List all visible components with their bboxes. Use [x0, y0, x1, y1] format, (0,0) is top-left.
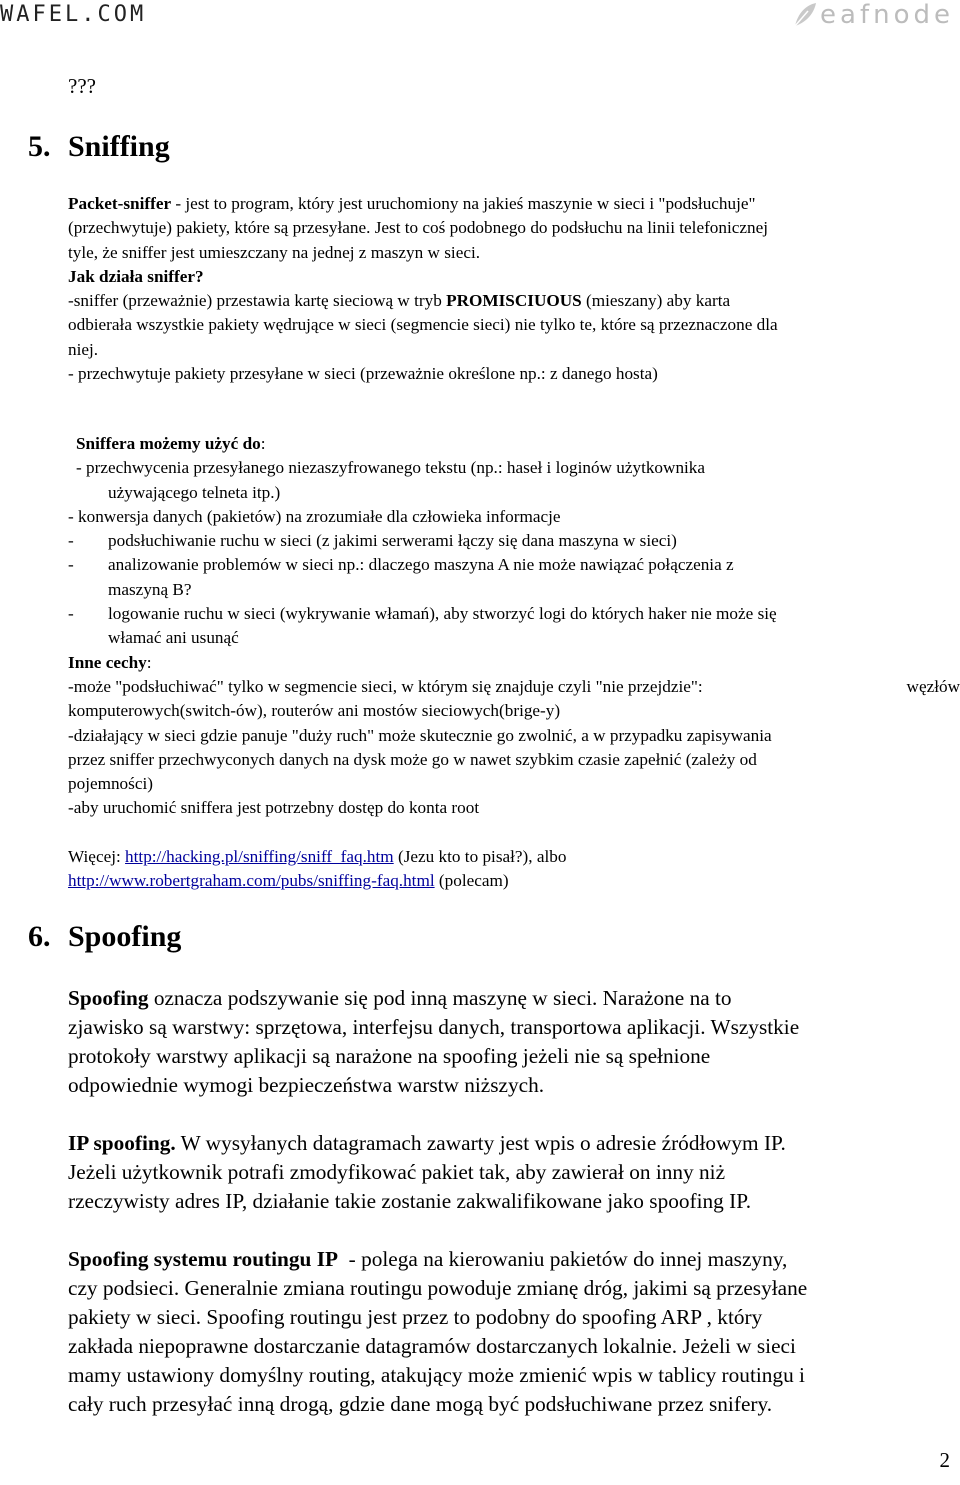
text: cały ruch przesyłać inną drogą, gdzie dane mogą być podsłuchiwane przez snifery. [68, 1392, 773, 1416]
text: (mieszany) aby karta [581, 291, 731, 311]
routing-spoofing-paragraph [68, 1245, 960, 1419]
packet-sniffer-term: Packet-sniffer [68, 194, 172, 213]
text: Spoofing systemu routingu IP [68, 1247, 339, 1271]
use-5 [68, 602, 960, 626]
text: (Jezu kto to pisał?), albo [393, 846, 567, 866]
section-5-number: 5. [28, 130, 51, 163]
page-number: 2 [939, 1448, 950, 1472]
text: -sniffer (przeważnie) przestawia kartę sieciową w tryb [68, 291, 447, 311]
captures-line: - przechwytuje pakiety przesyłane w sieci (przeważnie określone np.: z danego hosta) [68, 364, 658, 384]
leafnode-text: eafnode [820, 0, 954, 30]
text: IP spoofing. [68, 1131, 176, 1155]
other-1-line-1 [68, 675, 960, 699]
text: mamy ustawiony domyślny routing, atakujący może zmienić wpis w tablicy routingu i [68, 1363, 805, 1387]
promiscuous-line-1 [68, 289, 948, 313]
text: Jeżeli użytkownik potrafi zmodyfikować pakiet tak, aby zawierał on inny niż [68, 1160, 726, 1184]
text: oznacza podszywanie się pod inną maszynę w sieci. Narażone na to [148, 986, 732, 1010]
text: -może "podsłuchiwać" tylko w segmencie sieci, w którym się znajduje czyli "nie przejdzie": [68, 676, 703, 696]
text: logowanie ruchu w sieci (wykrywanie włamań), aby stworzyć logi do których haker nie może się [108, 604, 777, 624]
packet-sniffer-line-2: (przechwytuje) pakiety, które są przesyłane. Jest to coś podobnego do podsłuchu na linii telefonicznej [68, 218, 769, 238]
text: węzłów [906, 676, 960, 696]
other-heading [68, 651, 960, 675]
more-line-1 [68, 845, 960, 869]
text: - [68, 531, 74, 551]
text: - [68, 604, 74, 624]
section-6-heading [28, 920, 181, 954]
text: - [68, 555, 74, 575]
uses-heading [68, 432, 960, 456]
use-1-line-1: - przechwycenia przesyłanego niezaszyfrowanego tekstu (np.: haseł i loginów użytkownika [76, 458, 706, 478]
use-4-line-2: maszyną B? [108, 579, 192, 599]
top-marker: ??? [68, 74, 96, 98]
text: - jest to program, który jest uruchomiony na jakieś maszynie w sieci i "podsłuchuje" [171, 194, 756, 213]
text: podsłuchiwanie ruchu w sieci (z jakimi serwerami łączy się dana maszyna w sieci) [108, 531, 677, 551]
more-line-2 [68, 869, 960, 893]
packet-sniffer-line-3: tyle, że sniffer jest umieszczany na jednej z maszyn w sieci. [68, 242, 481, 262]
text: analizowanie problemów w sieci np.: dlaczego maszyna A nie może nawiązać połączenia z [108, 555, 734, 575]
sniffer-uses [68, 432, 960, 893]
section-6-number: 6. [28, 920, 51, 953]
use-2: - konwersja danych (pakietów) na zrozumiałe dla człowieka informacje [68, 506, 561, 526]
sniff-faq-link[interactable]: http://hacking.pl/sniffing/sniff_faq.htm [125, 846, 394, 866]
use-3 [68, 529, 960, 553]
section-5-heading [28, 130, 170, 164]
text: Spoofing [68, 986, 149, 1010]
text: zjawisko są warstwy: sprzętowa, interfejsu danych, transportowa aplikacji. Wszystkie [68, 1015, 800, 1039]
other-2-line-3: pojemności) [68, 774, 153, 794]
text: protokoły warstwy aplikacji są narażone na spoofing jeżeli nie są spełnione [68, 1044, 711, 1068]
text: Więcej: [68, 846, 126, 866]
spoofing-body [68, 984, 960, 1448]
packet-sniffer-line-1 [68, 192, 948, 216]
text: czy podsieci. Generalnie zmiana routingu powoduje zmianę dróg, jakimi są przesyłane [68, 1276, 808, 1300]
other-2-line-1: -działający w sieci gdzie panuje "duży ruch" może skutecznie go zwolnić, a w przypadku zapisywania [68, 725, 772, 745]
promiscuous-line-3: niej. [68, 339, 99, 359]
text: Jak działa sniffer? [68, 266, 204, 286]
promiscuous-term: PROMISCIUOUS [446, 291, 582, 311]
use-1-line-2: używającego telneta itp.) [108, 482, 281, 502]
spacer [68, 821, 960, 845]
section-6-title: Spoofing [68, 920, 182, 953]
text: odpowiednie wymogi bezpieczeństwa warstw niższych. [68, 1073, 545, 1097]
wafel-brand: WAFEL.COM [0, 2, 147, 27]
section-5-title: Sniffing [68, 130, 170, 163]
sniffing-intro [68, 192, 948, 386]
other-1-line-2: komputerowych(switch-ów), routerów ani mostów sieciowych(brige-y) [68, 701, 561, 721]
text: - polega na kierowaniu pakietów do innej maszyny, [338, 1247, 788, 1271]
text: W wysyłanych datagramach zawarty jest wpis o adresie źródłowym IP. [175, 1131, 786, 1155]
how-it-works-heading [68, 265, 948, 289]
leafnode-brand [792, 0, 954, 30]
robertgraham-link[interactable]: http://www.robertgraham.com/pubs/sniffing-faq.html [68, 871, 435, 891]
text: rzeczywisty adres IP, działanie takie zostanie zakwalifikowane jako spoofing IP. [68, 1189, 752, 1213]
text: Sniffera możemy użyć do [76, 434, 261, 453]
text: pakiety w sieci. Spoofing routingu jest przez to podobny do spoofing ARP , który [68, 1305, 763, 1329]
text: : [146, 652, 152, 672]
promiscuous-line-2: odbierała wszystkie pakiety wędrujące w sieci (segmencie sieci) nie tylko te, które są przeznaczone dla [68, 315, 778, 335]
text: zakłada niepoprawne dostarczanie datagramów dostarczanych lokalnie. Jeżeli w sieci [68, 1334, 796, 1358]
use-5-line-2: włamać ani usunąć [108, 628, 239, 648]
text: Inne cechy [68, 652, 147, 672]
text: (polecam) [434, 871, 509, 891]
use-4 [68, 553, 960, 577]
spoofing-paragraph [68, 984, 960, 1100]
ip-spoofing-paragraph [68, 1129, 960, 1216]
text: : [260, 434, 266, 453]
leaf-icon [792, 1, 818, 29]
other-3: -aby uruchomić sniffera jest potrzebny dostęp do konta root [68, 798, 480, 818]
other-2-line-2: przez sniffer przechwyconych danych na dysk może go w nawet szybkim czasie zapełnić (zależy od [68, 749, 757, 769]
